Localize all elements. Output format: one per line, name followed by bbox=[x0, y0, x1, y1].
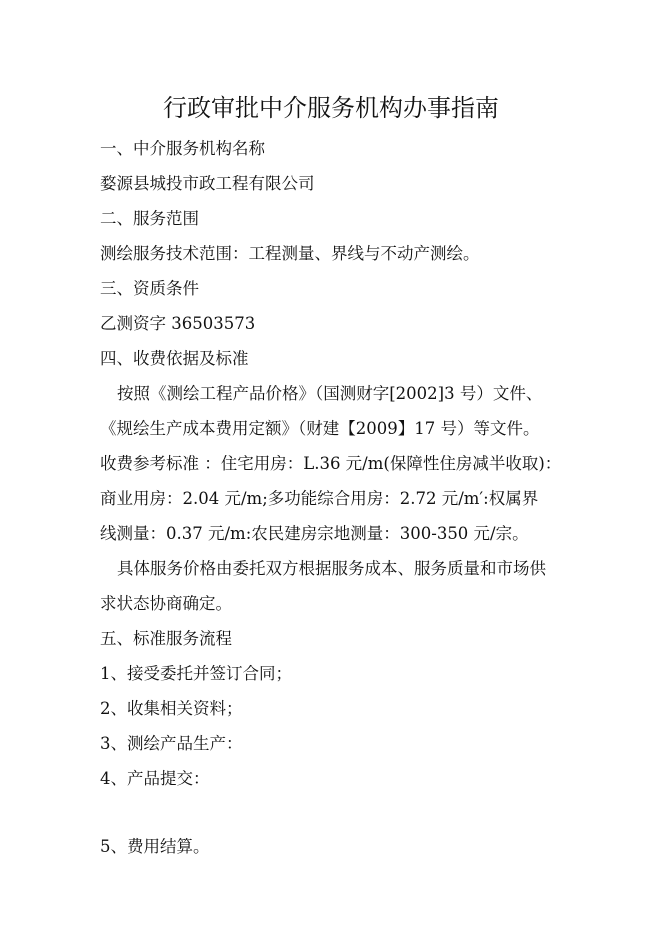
section-heading-qualification: 三、资质条件 bbox=[100, 279, 199, 298]
agency-name: 婺源县城投市政工程有限公司 bbox=[100, 174, 315, 193]
qualification-number: 乙测资字 36503573 bbox=[100, 314, 256, 333]
document-title: 行政审批中介服务机构办事指南 bbox=[163, 94, 499, 122]
pricing-note-line-1: 具体服务价格由委托双方根据服务成本、服务质量和市场供 bbox=[117, 559, 546, 578]
process-step-5: 5、费用结算。 bbox=[100, 837, 210, 856]
section-heading-fee-basis: 四、收费依据及标准 bbox=[100, 349, 249, 368]
process-step-2: 2、收集相关资料； bbox=[100, 699, 243, 718]
process-step-3: 3、测绘产品生产： bbox=[100, 734, 243, 753]
fee-basis-line-2: 《规绘生产成本费用定额》（财建【2009】17 号）等文件。 bbox=[100, 419, 540, 438]
section-heading-agency-name: 一、中介服务机构名称 bbox=[100, 139, 265, 158]
service-scope-text: 测绘服务技术范围：工程测量、界线与不动产测绘。 bbox=[100, 244, 480, 263]
process-step-4: 4、产品提交： bbox=[100, 769, 210, 788]
fee-standard-line-1: 收费参考标准 ：住宅用房：L.36 元/m(保障性住房减半收取)： bbox=[100, 454, 562, 473]
fee-basis-line-1: 按照《测绘工程产品价格》（国测财字[2002]3 号）文件、 bbox=[117, 384, 543, 403]
section-heading-service-scope: 二、服务范围 bbox=[100, 209, 199, 228]
fee-standard-line-2: 商业用房：2.04 元/m;多功能综合用房：2.72 元/m′:权属界 bbox=[100, 489, 539, 508]
fee-standard-line-3: 线测量：0.37 元/m:农民建房宗地测量：300-350 元/宗。 bbox=[100, 524, 529, 543]
process-step-1: 1、接受委托并签订合同； bbox=[100, 664, 292, 683]
pricing-note-line-2: 求状态协商确定。 bbox=[100, 594, 232, 613]
section-heading-service-process: 五、标准服务流程 bbox=[100, 629, 232, 648]
